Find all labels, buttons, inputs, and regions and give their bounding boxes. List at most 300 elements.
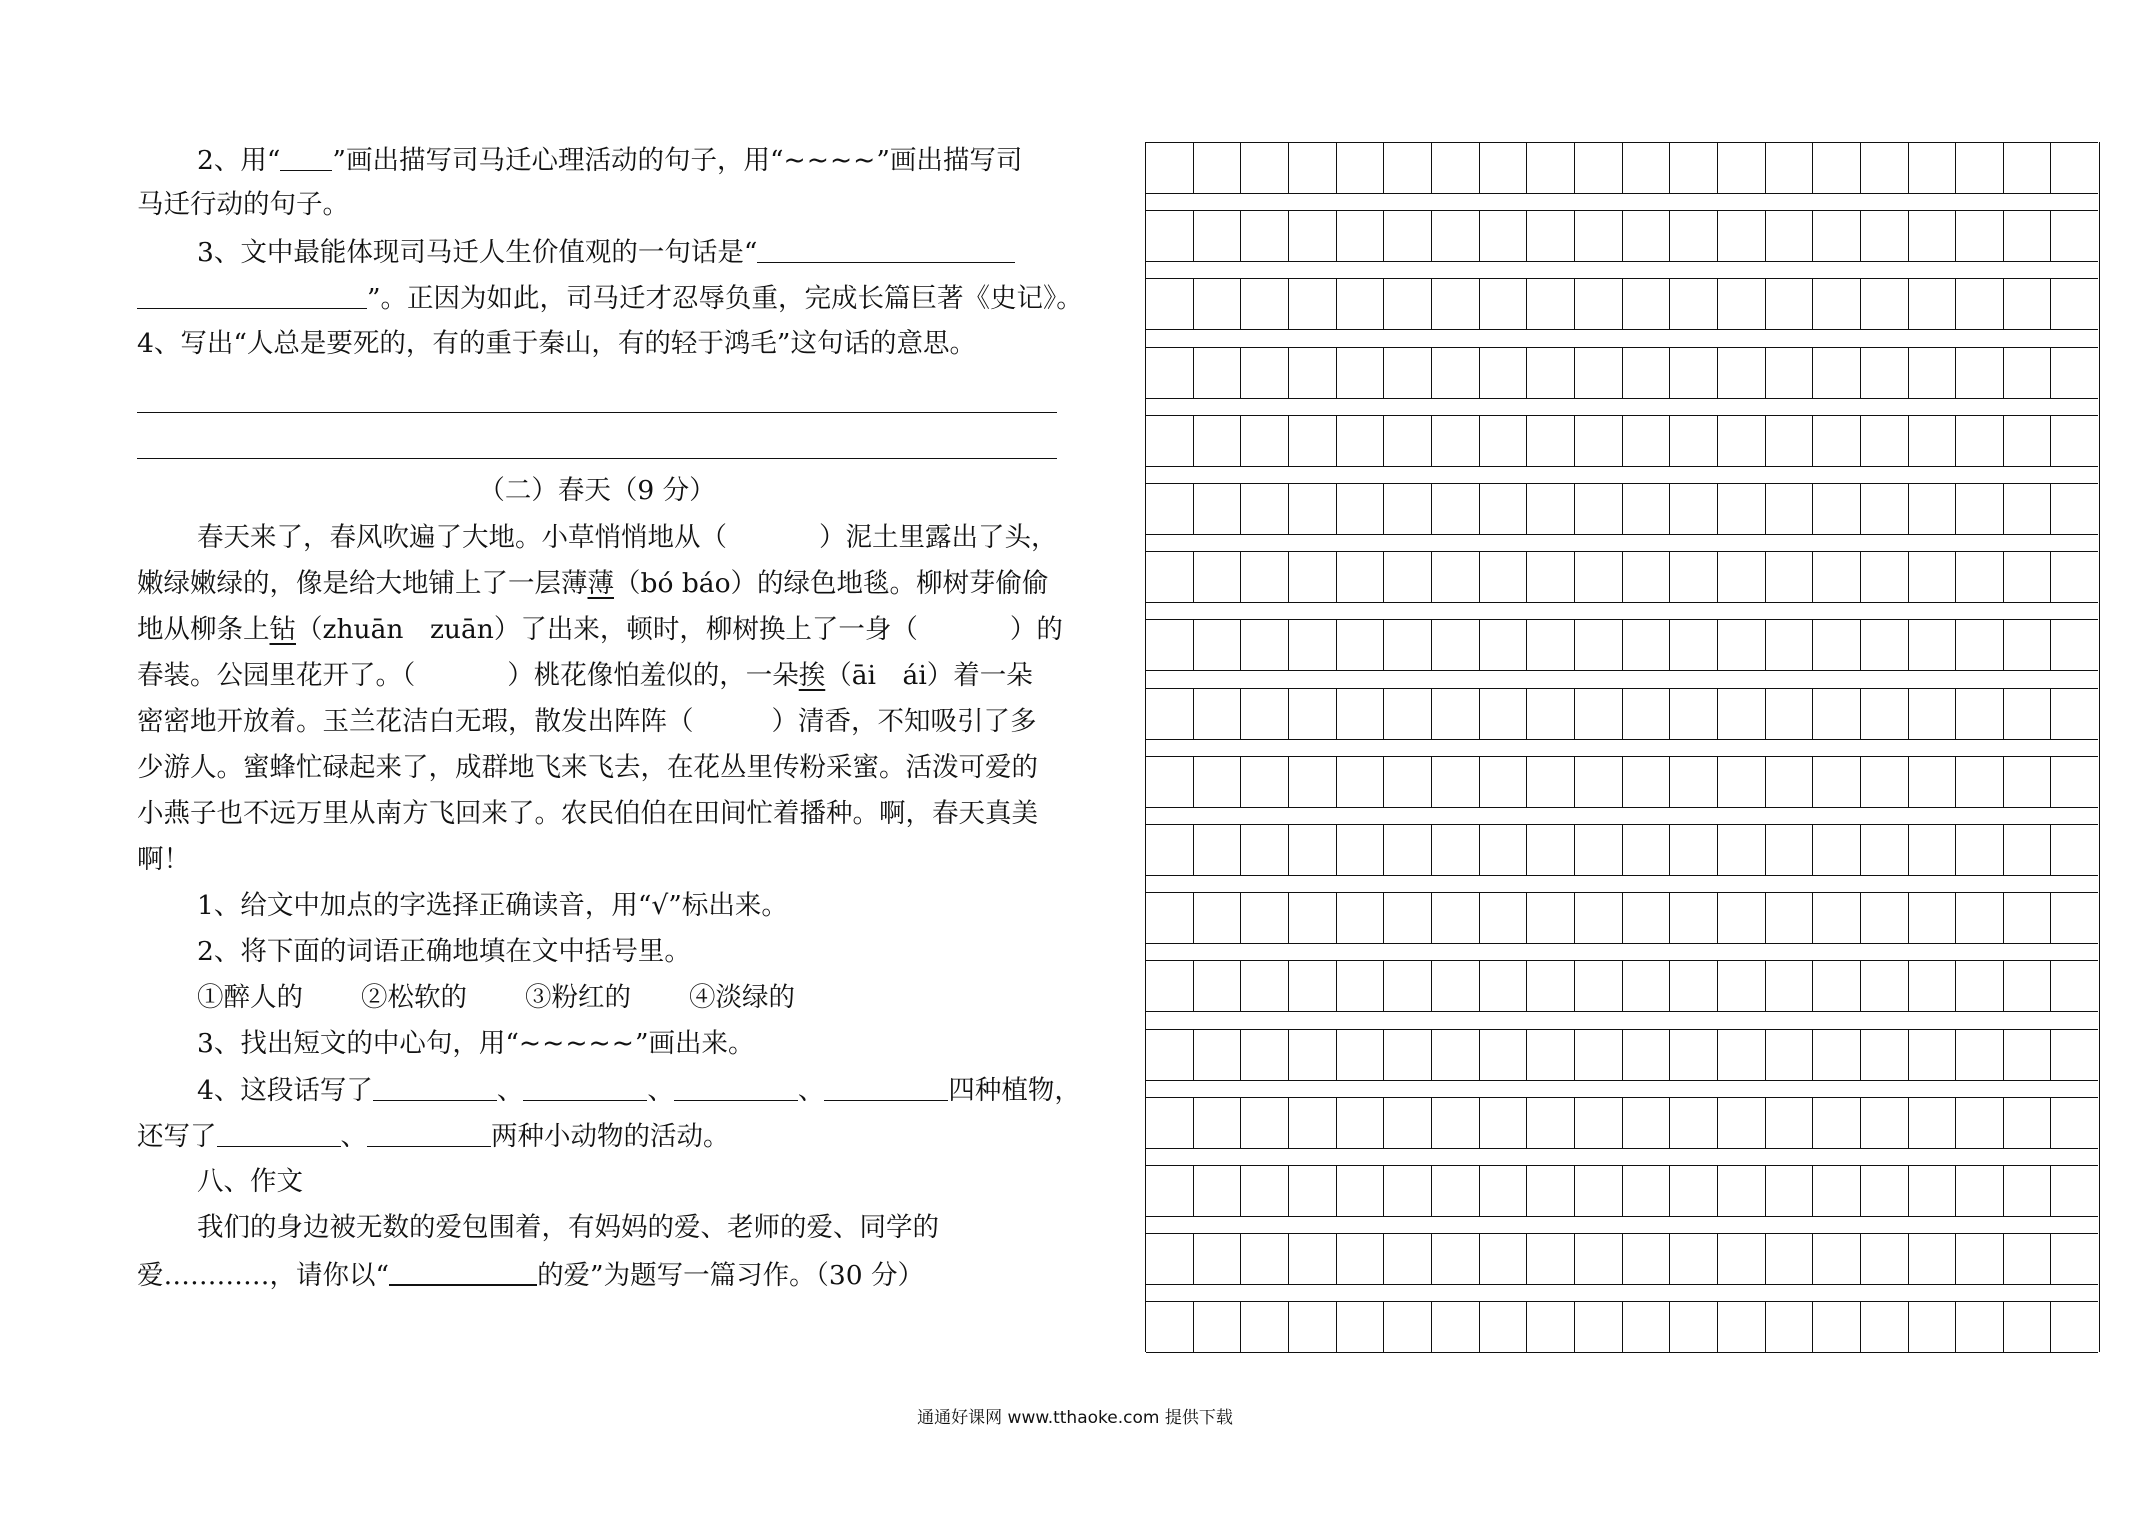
grid-cell[interactable] — [1575, 348, 1623, 398]
grid-cell[interactable] — [1813, 1166, 1861, 1216]
answer-blank[interactable] — [523, 1070, 647, 1101]
grid-cell[interactable] — [1432, 1030, 1480, 1080]
grid-cell[interactable] — [1766, 1166, 1814, 1216]
grid-cell[interactable] — [1337, 689, 1385, 739]
grid-cell[interactable] — [1527, 1098, 1575, 1148]
grid-cell[interactable] — [1432, 143, 1480, 193]
grid-cell[interactable] — [1146, 279, 1194, 329]
grid-cell[interactable] — [1575, 620, 1623, 670]
grid-cell[interactable] — [1623, 1030, 1671, 1080]
grid-cell[interactable] — [1766, 620, 1814, 670]
grid-cell[interactable] — [2051, 1098, 2098, 1148]
grid-cell[interactable] — [1384, 279, 1432, 329]
grid-cell[interactable] — [1194, 893, 1242, 943]
grid-cell[interactable] — [1813, 348, 1861, 398]
grid-cell[interactable] — [1337, 348, 1385, 398]
grid-cell[interactable] — [1337, 893, 1385, 943]
grid-cell[interactable] — [1527, 825, 1575, 875]
grid-cell[interactable] — [1337, 1030, 1385, 1080]
grid-cell[interactable] — [1289, 211, 1337, 261]
grid-cell[interactable] — [1480, 757, 1528, 807]
grid-cell[interactable] — [1194, 757, 1242, 807]
grid-cell[interactable] — [1813, 484, 1861, 534]
grid-cell[interactable] — [1623, 552, 1671, 602]
grid-cell[interactable] — [1766, 825, 1814, 875]
grid-cell[interactable] — [1813, 689, 1861, 739]
grid-cell[interactable] — [1432, 1166, 1480, 1216]
grid-cell[interactable] — [1527, 279, 1575, 329]
grid-cell[interactable] — [1194, 1302, 1242, 1352]
grid-cell[interactable] — [2051, 348, 2098, 398]
grid-cell[interactable] — [1241, 279, 1289, 329]
grid-cell[interactable] — [1813, 961, 1861, 1011]
grid-cell[interactable] — [2004, 1030, 2052, 1080]
grid-cell[interactable] — [2004, 143, 2052, 193]
grid-cell[interactable] — [1337, 757, 1385, 807]
grid-cell[interactable] — [1527, 1302, 1575, 1352]
grid-cell[interactable] — [2004, 484, 2052, 534]
grid-cell[interactable] — [1337, 279, 1385, 329]
grid-cell[interactable] — [1480, 620, 1528, 670]
answer-blank[interactable] — [674, 1070, 798, 1101]
grid-cell[interactable] — [1623, 1098, 1671, 1148]
grid-cell[interactable] — [1337, 552, 1385, 602]
grid-cell[interactable] — [1337, 620, 1385, 670]
grid-cell[interactable] — [1813, 552, 1861, 602]
grid-cell[interactable] — [1956, 211, 2004, 261]
grid-cell[interactable] — [1670, 1234, 1718, 1284]
grid-cell[interactable] — [1718, 825, 1766, 875]
grid-cell[interactable] — [1241, 1166, 1289, 1216]
grid-cell[interactable] — [1623, 961, 1671, 1011]
grid-cell[interactable] — [1623, 211, 1671, 261]
grid-cell[interactable] — [1575, 143, 1623, 193]
grid-cell[interactable] — [1480, 1166, 1528, 1216]
grid-cell[interactable] — [1289, 416, 1337, 466]
grid-cell[interactable] — [1718, 211, 1766, 261]
grid-cell[interactable] — [1718, 1166, 1766, 1216]
answer-blank[interactable] — [757, 232, 1015, 263]
grid-cell[interactable] — [1813, 279, 1861, 329]
grid-cell[interactable] — [1241, 1030, 1289, 1080]
grid-cell[interactable] — [1909, 552, 1957, 602]
grid-cell[interactable] — [1766, 1302, 1814, 1352]
grid-cell[interactable] — [1718, 961, 1766, 1011]
grid-cell[interactable] — [1766, 484, 1814, 534]
grid-cell[interactable] — [1670, 1166, 1718, 1216]
grid-cell[interactable] — [1194, 484, 1242, 534]
grid-cell[interactable] — [1861, 143, 1909, 193]
grid-cell[interactable] — [1289, 620, 1337, 670]
grid-cell[interactable] — [1480, 348, 1528, 398]
grid-cell[interactable] — [1956, 552, 2004, 602]
grid-cell[interactable] — [1194, 1030, 1242, 1080]
grid-cell[interactable] — [1623, 893, 1671, 943]
grid-cell[interactable] — [1956, 143, 2004, 193]
grid-cell[interactable] — [1384, 348, 1432, 398]
grid-cell[interactable] — [1241, 1302, 1289, 1352]
grid-cell[interactable] — [1527, 1030, 1575, 1080]
grid-cell[interactable] — [1194, 961, 1242, 1011]
grid-cell[interactable] — [1956, 825, 2004, 875]
grid-cell[interactable] — [1861, 211, 1909, 261]
grid-cell[interactable] — [1575, 416, 1623, 466]
grid-cell[interactable] — [1813, 1030, 1861, 1080]
grid-cell[interactable] — [2051, 211, 2098, 261]
grid-cell[interactable] — [1289, 825, 1337, 875]
grid-cell[interactable] — [1432, 961, 1480, 1011]
grid-cell[interactable] — [1289, 1098, 1337, 1148]
grid-cell[interactable] — [1384, 825, 1432, 875]
grid-cell[interactable] — [1289, 348, 1337, 398]
grid-cell[interactable] — [2051, 552, 2098, 602]
grid-cell[interactable] — [2051, 1030, 2098, 1080]
grid-cell[interactable] — [1194, 143, 1242, 193]
grid-cell[interactable] — [1766, 1030, 1814, 1080]
grid-cell[interactable] — [1813, 1098, 1861, 1148]
grid-cell[interactable] — [1766, 348, 1814, 398]
grid-cell[interactable] — [1813, 143, 1861, 193]
grid-cell[interactable] — [1146, 416, 1194, 466]
grid-cell[interactable] — [1623, 1166, 1671, 1216]
grid-cell[interactable] — [1241, 825, 1289, 875]
grid-cell[interactable] — [1766, 893, 1814, 943]
grid-cell[interactable] — [1861, 689, 1909, 739]
grid-cell[interactable] — [1194, 211, 1242, 261]
grid-cell[interactable] — [1289, 1166, 1337, 1216]
grid-cell[interactable] — [1241, 416, 1289, 466]
grid-cell[interactable] — [1956, 689, 2004, 739]
grid-cell[interactable] — [1480, 1030, 1528, 1080]
answer-blank[interactable] — [373, 1070, 497, 1101]
grid-cell[interactable] — [1766, 211, 1814, 261]
grid-cell[interactable] — [1670, 620, 1718, 670]
grid-cell[interactable] — [2051, 416, 2098, 466]
grid-cell[interactable] — [1480, 961, 1528, 1011]
grid-cell[interactable] — [1337, 1302, 1385, 1352]
grid-cell[interactable] — [1861, 1030, 1909, 1080]
grid-cell[interactable] — [1718, 552, 1766, 602]
grid-cell[interactable] — [1861, 825, 1909, 875]
grid-cell[interactable] — [1146, 689, 1194, 739]
grid-cell[interactable] — [1289, 1234, 1337, 1284]
grid-cell[interactable] — [1718, 1030, 1766, 1080]
grid-cell[interactable] — [1194, 1098, 1242, 1148]
grid-cell[interactable] — [1861, 1302, 1909, 1352]
grid-cell[interactable] — [1575, 1098, 1623, 1148]
grid-cell[interactable] — [1909, 757, 1957, 807]
grid-cell[interactable] — [1337, 211, 1385, 261]
grid-cell[interactable] — [1337, 1234, 1385, 1284]
grid-cell[interactable] — [1432, 757, 1480, 807]
grid-cell[interactable] — [1670, 961, 1718, 1011]
grid-cell[interactable] — [1766, 757, 1814, 807]
grid-cell[interactable] — [1861, 348, 1909, 398]
grid-cell[interactable] — [1241, 620, 1289, 670]
grid-cell[interactable] — [1718, 484, 1766, 534]
grid-cell[interactable] — [1861, 1098, 1909, 1148]
grid-cell[interactable] — [1909, 1166, 1957, 1216]
grid-cell[interactable] — [1146, 484, 1194, 534]
grid-cell[interactable] — [1670, 143, 1718, 193]
grid-cell[interactable] — [1337, 416, 1385, 466]
grid-cell[interactable] — [1909, 1030, 1957, 1080]
grid-cell[interactable] — [1575, 757, 1623, 807]
grid-cell[interactable] — [1527, 1234, 1575, 1284]
grid-cell[interactable] — [1146, 211, 1194, 261]
grid-cell[interactable] — [2004, 1166, 2052, 1216]
grid-cell[interactable] — [1956, 416, 2004, 466]
grid-cell[interactable] — [1432, 484, 1480, 534]
grid-cell[interactable] — [2051, 1234, 2098, 1284]
grid-cell[interactable] — [1480, 552, 1528, 602]
grid-cell[interactable] — [2004, 211, 2052, 261]
grid-cell[interactable] — [1289, 1030, 1337, 1080]
answer-blank[interactable] — [137, 278, 367, 309]
grid-cell[interactable] — [1909, 620, 1957, 670]
grid-cell[interactable] — [1241, 689, 1289, 739]
grid-cell[interactable] — [1956, 1166, 2004, 1216]
grid-cell[interactable] — [1527, 143, 1575, 193]
grid-cell[interactable] — [1813, 757, 1861, 807]
grid-cell[interactable] — [2004, 961, 2052, 1011]
grid-cell[interactable] — [1670, 484, 1718, 534]
grid-cell[interactable] — [1575, 1166, 1623, 1216]
grid-cell[interactable] — [1432, 825, 1480, 875]
grid-cell[interactable] — [1194, 416, 1242, 466]
grid-cell[interactable] — [1718, 279, 1766, 329]
grid-cell[interactable] — [1432, 1302, 1480, 1352]
grid-cell[interactable] — [1194, 348, 1242, 398]
grid-cell[interactable] — [1861, 484, 1909, 534]
grid-cell[interactable] — [1956, 1302, 2004, 1352]
grid-cell[interactable] — [2051, 893, 2098, 943]
grid-cell[interactable] — [1289, 484, 1337, 534]
grid-cell[interactable] — [1813, 1302, 1861, 1352]
grid-cell[interactable] — [2004, 1302, 2052, 1352]
grid-cell[interactable] — [2004, 825, 2052, 875]
grid-cell[interactable] — [1575, 689, 1623, 739]
grid-cell[interactable] — [1766, 279, 1814, 329]
grid-cell[interactable] — [1384, 620, 1432, 670]
grid-cell[interactable] — [1337, 143, 1385, 193]
grid-cell[interactable] — [2004, 620, 2052, 670]
grid-cell[interactable] — [1861, 416, 1909, 466]
grid-cell[interactable] — [1909, 1302, 1957, 1352]
grid-cell[interactable] — [1527, 552, 1575, 602]
grid-cell[interactable] — [1623, 143, 1671, 193]
grid-cell[interactable] — [1670, 893, 1718, 943]
grid-cell[interactable] — [1384, 757, 1432, 807]
grid-cell[interactable] — [1956, 757, 2004, 807]
grid-cell[interactable] — [2004, 552, 2052, 602]
grid-cell[interactable] — [1289, 1302, 1337, 1352]
grid-cell[interactable] — [1718, 1234, 1766, 1284]
grid-cell[interactable] — [1384, 1302, 1432, 1352]
grid-cell[interactable] — [1670, 416, 1718, 466]
grid-cell[interactable] — [1480, 1234, 1528, 1284]
grid-cell[interactable] — [1623, 416, 1671, 466]
grid-cell[interactable] — [1480, 893, 1528, 943]
grid-cell[interactable] — [2004, 893, 2052, 943]
grid-cell[interactable] — [1575, 484, 1623, 534]
grid-cell[interactable] — [1670, 825, 1718, 875]
grid-cell[interactable] — [1861, 757, 1909, 807]
grid-cell[interactable] — [1861, 1166, 1909, 1216]
grid-cell[interactable] — [1384, 552, 1432, 602]
grid-cell[interactable] — [1194, 1166, 1242, 1216]
grid-cell[interactable] — [1241, 143, 1289, 193]
grid-cell[interactable] — [1146, 620, 1194, 670]
grid-cell[interactable] — [1861, 279, 1909, 329]
grid-cell[interactable] — [1527, 620, 1575, 670]
grid-cell[interactable] — [1337, 961, 1385, 1011]
grid-cell[interactable] — [1718, 757, 1766, 807]
grid-cell[interactable] — [1480, 143, 1528, 193]
grid-cell[interactable] — [1241, 348, 1289, 398]
grid-cell[interactable] — [1861, 1234, 1909, 1284]
grid-cell[interactable] — [1432, 689, 1480, 739]
grid-cell[interactable] — [1241, 484, 1289, 534]
grid-cell[interactable] — [2051, 143, 2098, 193]
grid-cell[interactable] — [1766, 416, 1814, 466]
grid-cell[interactable] — [1575, 1030, 1623, 1080]
grid-cell[interactable] — [2004, 348, 2052, 398]
grid-cell[interactable] — [1670, 757, 1718, 807]
grid-cell[interactable] — [1909, 416, 1957, 466]
grid-cell[interactable] — [1909, 1098, 1957, 1148]
grid-cell[interactable] — [2004, 757, 2052, 807]
grid-cell[interactable] — [1718, 620, 1766, 670]
grid-cell[interactable] — [1956, 1098, 2004, 1148]
grid-cell[interactable] — [1432, 1098, 1480, 1148]
grid-cell[interactable] — [1956, 279, 2004, 329]
grid-cell[interactable] — [1241, 1098, 1289, 1148]
grid-cell[interactable] — [1432, 348, 1480, 398]
grid-cell[interactable] — [1337, 1098, 1385, 1148]
grid-cell[interactable] — [1146, 893, 1194, 943]
grid-cell[interactable] — [1241, 893, 1289, 943]
grid-cell[interactable] — [1384, 211, 1432, 261]
grid-cell[interactable] — [1718, 689, 1766, 739]
grid-cell[interactable] — [1956, 484, 2004, 534]
grid-cell[interactable] — [1575, 1234, 1623, 1284]
grid-cell[interactable] — [1909, 961, 1957, 1011]
grid-cell[interactable] — [1194, 552, 1242, 602]
grid-cell[interactable] — [1718, 143, 1766, 193]
grid-cell[interactable] — [1861, 620, 1909, 670]
grid-cell[interactable] — [1575, 961, 1623, 1011]
grid-cell[interactable] — [1337, 484, 1385, 534]
grid-cell[interactable] — [2004, 279, 2052, 329]
grid-cell[interactable] — [2051, 620, 2098, 670]
grid-cell[interactable] — [1575, 1302, 1623, 1352]
grid-cell[interactable] — [1813, 1234, 1861, 1284]
grid-cell[interactable] — [1289, 279, 1337, 329]
grid-cell[interactable] — [1956, 1030, 2004, 1080]
grid-cell[interactable] — [1575, 825, 1623, 875]
grid-cell[interactable] — [1432, 552, 1480, 602]
grid-cell[interactable] — [1289, 689, 1337, 739]
grid-cell[interactable] — [1623, 484, 1671, 534]
grid-cell[interactable] — [1527, 416, 1575, 466]
grid-cell[interactable] — [1146, 348, 1194, 398]
grid-cell[interactable] — [1289, 961, 1337, 1011]
grid-cell[interactable] — [1718, 1098, 1766, 1148]
grid-cell[interactable] — [1480, 1302, 1528, 1352]
grid-cell[interactable] — [1480, 484, 1528, 534]
grid-cell[interactable] — [2051, 1302, 2098, 1352]
grid-cell[interactable] — [1194, 1234, 1242, 1284]
grid-cell[interactable] — [1670, 689, 1718, 739]
grid-cell[interactable] — [1480, 416, 1528, 466]
grid-cell[interactable] — [1241, 961, 1289, 1011]
grid-cell[interactable] — [1813, 416, 1861, 466]
grid-cell[interactable] — [1384, 689, 1432, 739]
grid-cell[interactable] — [1813, 211, 1861, 261]
grid-cell[interactable] — [1956, 961, 2004, 1011]
grid-cell[interactable] — [1909, 689, 1957, 739]
essay-title-blank[interactable] — [389, 1254, 537, 1286]
grid-cell[interactable] — [1956, 620, 2004, 670]
grid-cell[interactable] — [1480, 1098, 1528, 1148]
grid-cell[interactable] — [1527, 893, 1575, 943]
grid-cell[interactable] — [1480, 689, 1528, 739]
grid-cell[interactable] — [1718, 348, 1766, 398]
grid-cell[interactable] — [1384, 1030, 1432, 1080]
grid-cell[interactable] — [1527, 348, 1575, 398]
grid-cell[interactable] — [1575, 893, 1623, 943]
answer-blank[interactable] — [824, 1070, 948, 1101]
grid-cell[interactable] — [1909, 348, 1957, 398]
grid-cell[interactable] — [1384, 893, 1432, 943]
grid-cell[interactable] — [1718, 893, 1766, 943]
answer-blank[interactable] — [217, 1116, 341, 1147]
grid-cell[interactable] — [1575, 211, 1623, 261]
grid-cell[interactable] — [1909, 825, 1957, 875]
grid-cell[interactable] — [1623, 1234, 1671, 1284]
grid-cell[interactable] — [1337, 1166, 1385, 1216]
grid-cell[interactable] — [1194, 689, 1242, 739]
grid-cell[interactable] — [1527, 1166, 1575, 1216]
grid-cell[interactable] — [1432, 279, 1480, 329]
grid-cell[interactable] — [1909, 211, 1957, 261]
grid-cell[interactable] — [1146, 825, 1194, 875]
grid-cell[interactable] — [1718, 1302, 1766, 1352]
grid-cell[interactable] — [1623, 620, 1671, 670]
grid-cell[interactable] — [2004, 1234, 2052, 1284]
grid-cell[interactable] — [1813, 825, 1861, 875]
grid-cell[interactable] — [1480, 279, 1528, 329]
grid-cell[interactable] — [2004, 1098, 2052, 1148]
grid-cell[interactable] — [1241, 552, 1289, 602]
grid-cell[interactable] — [1432, 620, 1480, 670]
grid-cell[interactable] — [1527, 961, 1575, 1011]
grid-cell[interactable] — [2051, 689, 2098, 739]
grid-cell[interactable] — [1146, 1030, 1194, 1080]
grid-cell[interactable] — [1575, 279, 1623, 329]
grid-cell[interactable] — [1432, 211, 1480, 261]
grid-cell[interactable] — [1146, 757, 1194, 807]
grid-cell[interactable] — [1956, 348, 2004, 398]
answer-line[interactable] — [137, 412, 1057, 413]
grid-cell[interactable] — [1289, 757, 1337, 807]
grid-cell[interactable] — [1527, 689, 1575, 739]
grid-cell[interactable] — [1813, 893, 1861, 943]
grid-cell[interactable] — [1670, 1098, 1718, 1148]
grid-cell[interactable] — [1670, 552, 1718, 602]
grid-cell[interactable] — [1146, 1098, 1194, 1148]
